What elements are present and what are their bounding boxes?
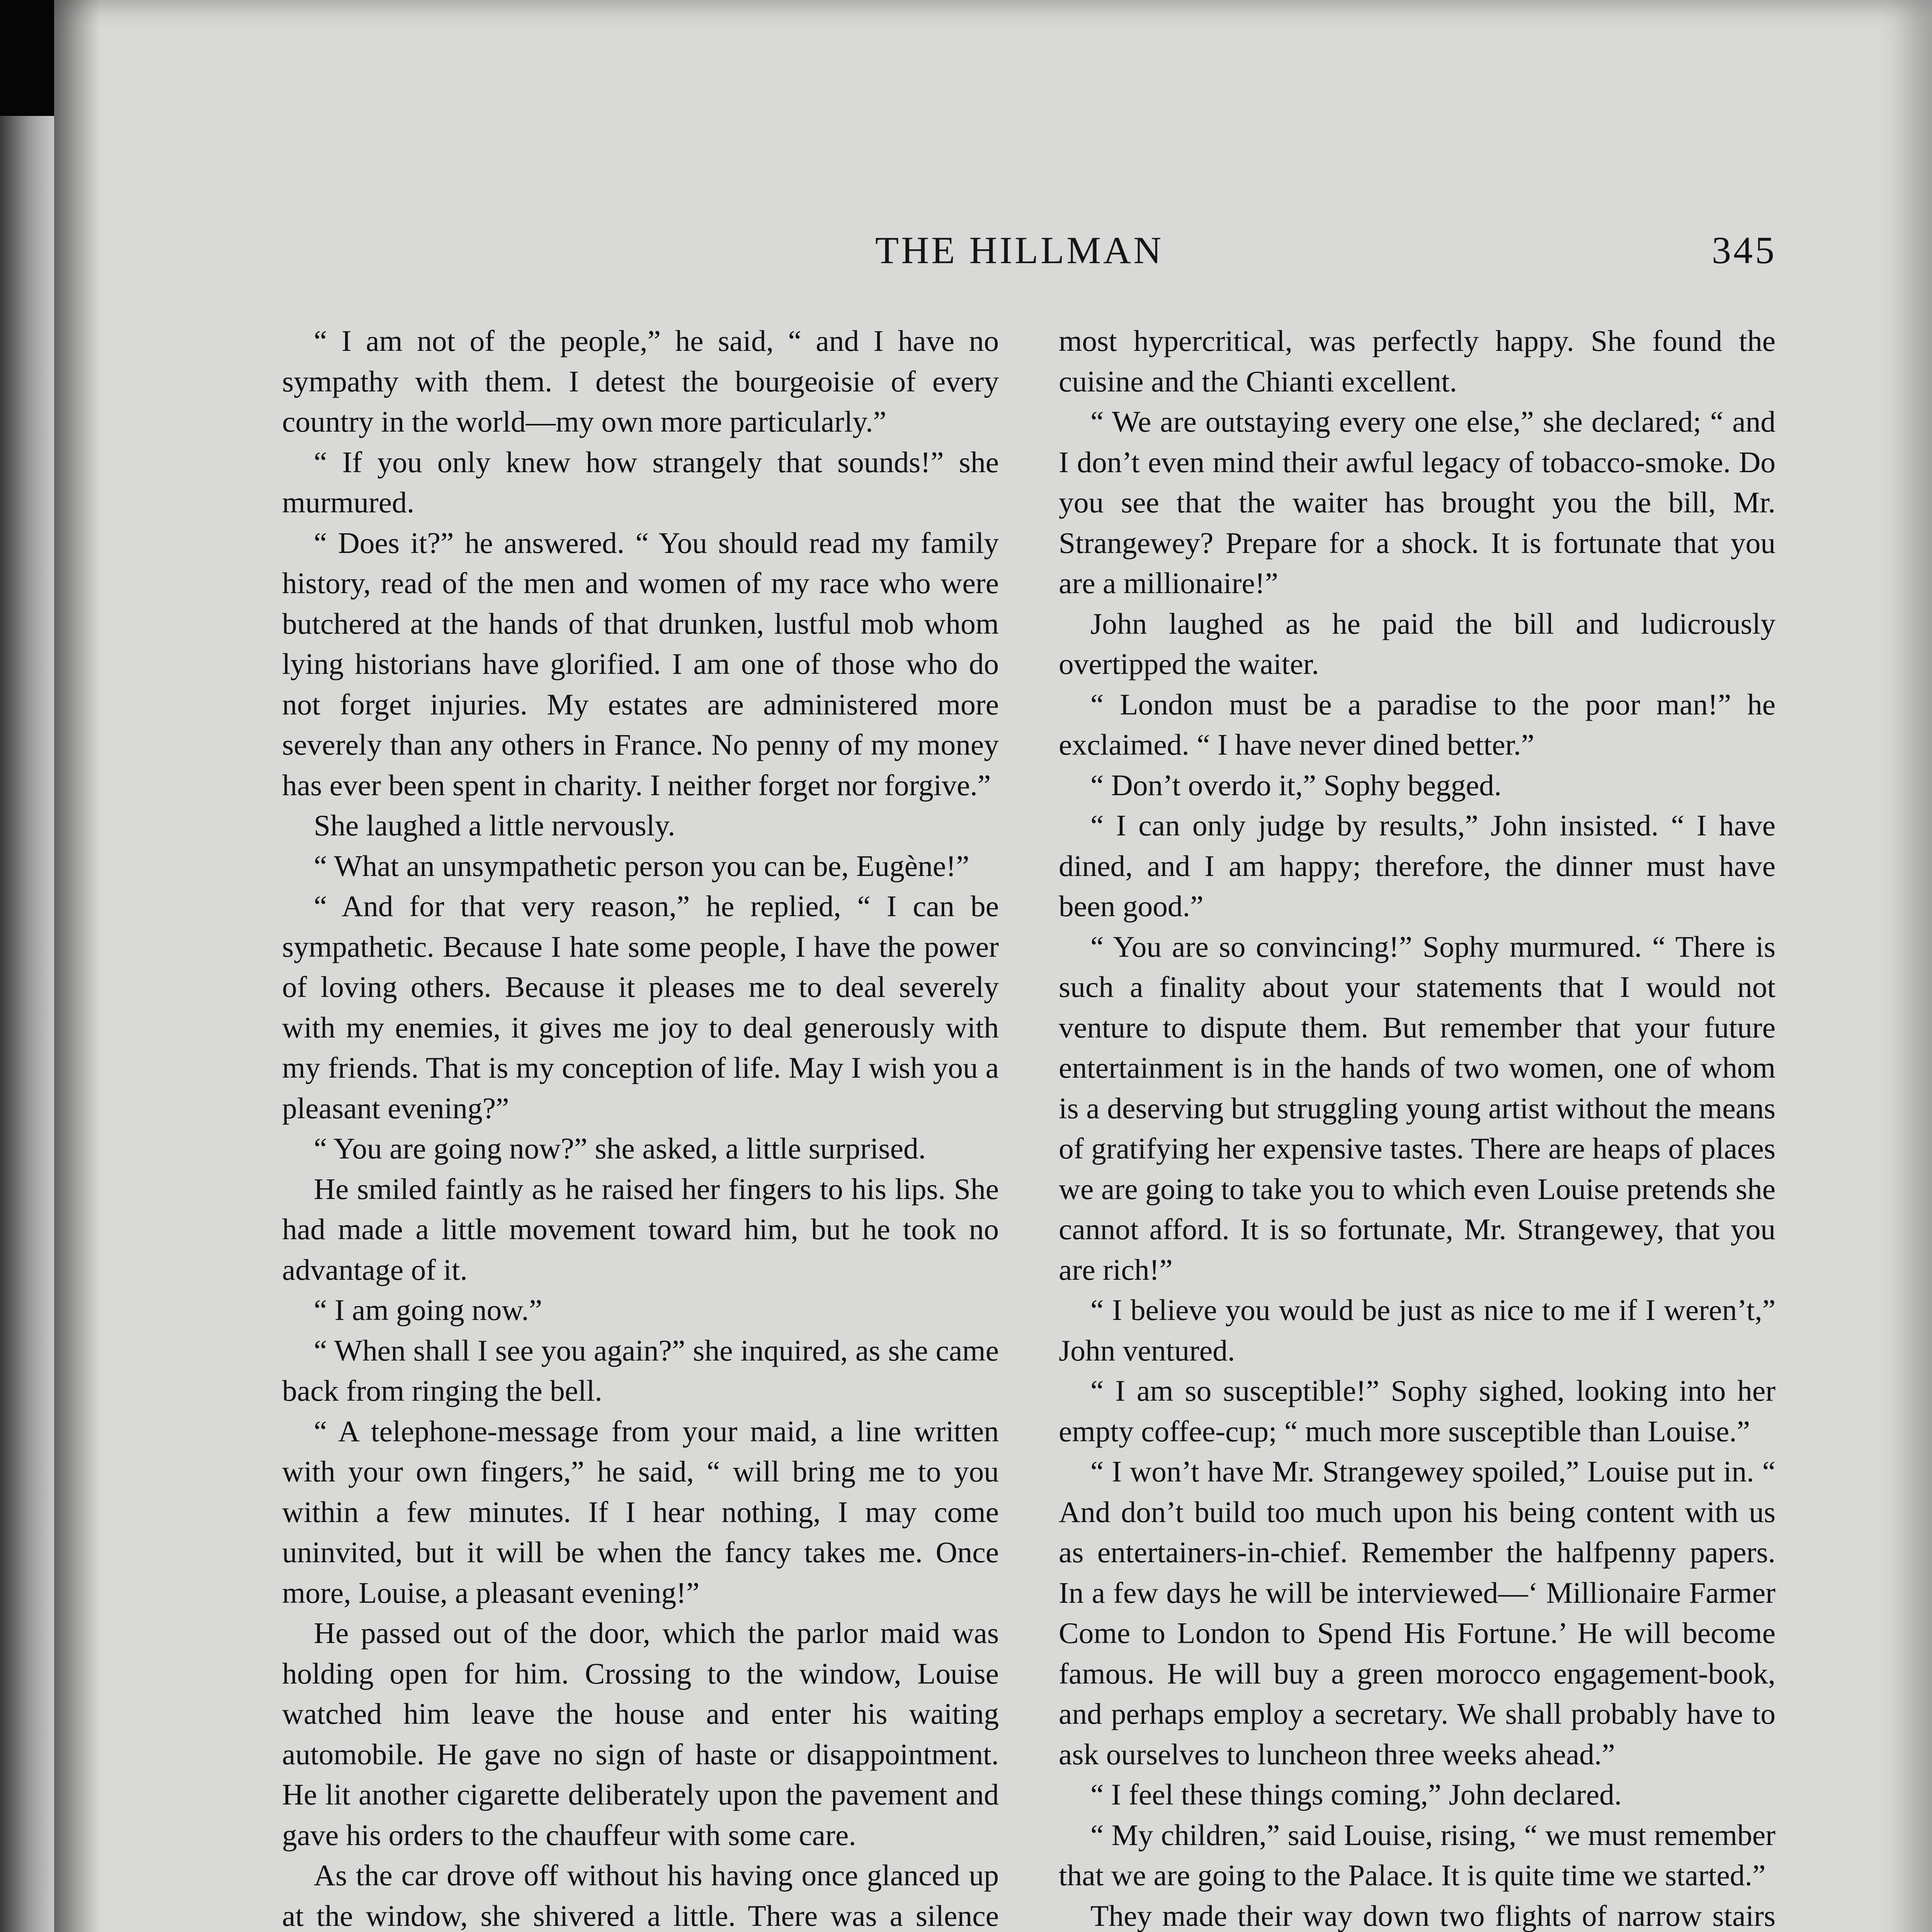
paragraph: “ My children,” said Louise, rising, “ we must remember that we are going to the Palace. It is quite time we started.” — [1059, 1818, 1776, 1892]
paragraph: “ A telephone-message from your maid, a line written with your own fingers,” he said, “ will bring me to you within a few minutes. If I hear nothing, I may come uninvited, but it will be when the fancy takes me. Once more, Louise, a pleasant evening!” — [282, 1414, 999, 1609]
paragraph: “ You are so convincing!” Sophy murmured. “ There is such a finality about your statements that I would not venture to dispute them. But remember that your future entertainment is in the hands of two women, one of whom is a deserving but struggling young artist without the means of gratifying her expensive tastes. There are heaps of places we are going to take you to which even Louise pretends she cannot afford. It is so fortunate, Mr. Strangewey, that you are rich!” — [1059, 930, 1776, 1286]
paragraph: John laughed as he paid the bill and ludicrously overtipped the waiter. — [1059, 607, 1776, 680]
paragraph: most hypercritical, was perfectly happy. She found the cuisine and the Chianti excellent. — [1059, 324, 1776, 398]
paragraph: They made their way down two flights of narrow stairs — [1090, 1899, 1776, 1932]
right-column — [1059, 321, 1776, 1932]
paragraph: “ I feel these things coming,” John declared. — [1090, 1778, 1622, 1811]
page-number: 345 — [1712, 229, 1777, 272]
paragraph: “ I am going now.” — [314, 1293, 543, 1327]
paragraph: “ Does it?” he answered. “ You should read my family history, read of the men and women of my race who were butchered at the hands of that drunken, lustful mob whom lying historians have glorified. I am one of those who do not forget injuries. My estates are administered more severely than any others in France. No penny of my money has ever been spent in charity. I neither forget nor forgive.” — [282, 526, 999, 802]
paragraph: As the car drove off without his having once glanced up at the window, she shivered a little. There was a silence — [282, 1859, 999, 1932]
paragraph: “ I am not of the people,” he said, “ and I have no sympathy with them. I detest the bourgeoisie of every country in the world—my own more particularly.” — [282, 324, 999, 438]
running-head — [54, 228, 1932, 274]
book-page — [54, 0, 1932, 1932]
running-title: THE HILLMAN — [875, 229, 1164, 272]
paragraph: “ And for that very reason,” he replied, “ I can be sympathetic. Because I hate some people, I have the power of loving others. Because it pleases me to deal severely with my enemies, it gives me joy to deal generously with my friends. That is my conception of life. May I wish you a pleasant evening?” — [282, 889, 999, 1125]
paragraph: “ London must be a paradise to the poor man!” he exclaimed. “ I have never dined better.” — [1059, 687, 1776, 761]
paragraph: “ What an unsympathetic person you can be, Eugène!” — [314, 849, 969, 883]
paragraph: “ I can only judge by results,” John insisted. “ I have dined, and I am happy; therefore, the dinner must have been good.” — [1059, 809, 1776, 923]
paragraph: He passed out of the door, which the parlor maid was holding open for him. Crossing to the window, Louise watched him leave the house and enter his waiting automobile. He gave no sign of haste or disappointment. He lit another cigarette deliberately upon the pavement and gave his orders to the chauffeur with some care. — [282, 1616, 999, 1852]
paragraph: “ We are outstaying every one else,” she declared; “ and I don’t even mind their awful legacy of tobacco-smoke. Do you see that the waiter has brought you the bill, Mr. Strangewey? Prepare for a shock. It is fortunate that you are a millionaire!” — [1059, 405, 1776, 600]
paragraph: “ Don’t overdo it,” Sophy begged. — [1090, 768, 1502, 802]
paragraph: “ I won’t have Mr. Strangewey spoiled,” Louise put in. “ And don’t build too much upon his being content with us as entertainers-in-chief. Remember the halfpenny papers. In a few days he will be interviewed—‘ Millionaire Farmer Come to London to Spend His Fortune.’ He will become famous. He will buy a green morocco engagement-book, and perhaps employ a secretary. We shall probably have to ask ourselves to luncheon three weeks ahead.” — [1059, 1455, 1776, 1771]
paragraph: “ If you only knew how strangely that sounds!” she murmured. — [282, 445, 999, 519]
paragraph: “ I believe you would be just as nice to me if I weren’t,” John ventured. — [1059, 1293, 1776, 1367]
spine-shadow — [54, 0, 100, 1932]
paragraph: “ When shall I see you again?” she inquired, as she came back from ringing the bell. — [282, 1333, 999, 1407]
facing-page-edge — [0, 116, 54, 1932]
left-column — [282, 321, 999, 1932]
paragraph: “ You are going now?” she asked, a little surprised. — [314, 1132, 926, 1165]
paragraph: She laughed a little nervously. — [314, 809, 675, 842]
paragraph: He smiled faintly as he raised her fingers to his lips. She had made a little movement toward him, but he took no advantage of it. — [282, 1172, 999, 1286]
paragraph: “ I am so susceptible!” Sophy sighed, looking into her empty coffee-cup; “ much more susceptible than Louise.” — [1059, 1374, 1776, 1448]
